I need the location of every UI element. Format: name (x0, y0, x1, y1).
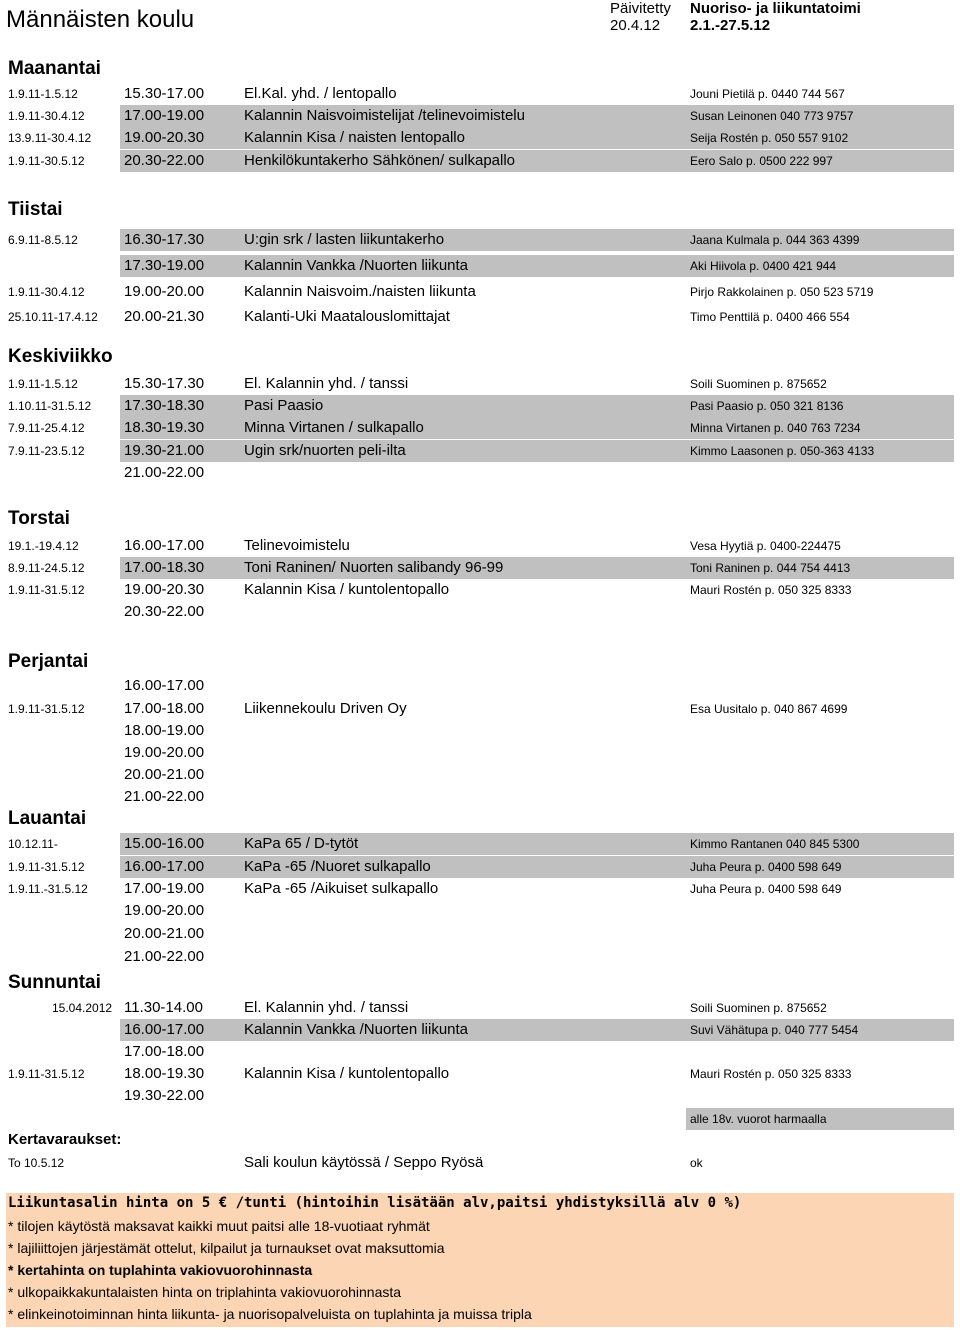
row-contact: Kimmo Laasonen p. 050-363 4133 (690, 444, 875, 458)
table-row (0, 742, 960, 764)
table-row (0, 946, 960, 968)
row-contact: Kimmo Rantanen 040 845 5300 (690, 837, 860, 851)
row-time: 15.30-17.30 (124, 375, 205, 392)
row-contact: Juha Peura p. 0400 598 649 (690, 860, 842, 874)
row-time: 19.00-20.00 (124, 283, 205, 300)
row-date: 1.10.11-31.5.12 (8, 399, 92, 413)
kertavaraukset-label: Kertavaraukset: (8, 1131, 122, 1148)
row-date: 7.9.11-25.4.12 (8, 421, 85, 435)
table-row (0, 557, 960, 579)
row-activity: El. Kalannin yhd. / tanssi (244, 375, 409, 392)
table-row (0, 675, 960, 697)
row-activity: Liikennekoulu Driven Oy (244, 700, 407, 717)
table-row (0, 878, 960, 900)
row-activity: Kalannin Naisvoimistelijat /telinevoimistelu (244, 107, 525, 124)
row-activity: Telinevoimistelu (244, 537, 350, 554)
row-contact: Mauri Rostén p. 050 325 8333 (690, 583, 852, 597)
row-time: 18.00-19.30 (124, 1065, 205, 1082)
row-time: 16.00-17.00 (124, 858, 205, 875)
row-date: 1.9.11-30.4.12 (8, 285, 85, 299)
row-time: 16.00-17.00 (124, 537, 205, 554)
table-row (0, 833, 960, 855)
pricing-note: * kertahinta on tuplahinta vakiovuorohinnasta (8, 1262, 313, 1278)
pricing-note: * lajiliittojen järjestämät ottelut, kilpailut ja turnaukset ovat maksuttomia (8, 1240, 445, 1256)
row-time: 19.00-20.30 (124, 581, 205, 598)
table-row (0, 395, 960, 417)
row-activity: KaPa -65 /Aikuiset sulkapallo (244, 880, 439, 897)
kertavaraus-row (0, 1152, 960, 1174)
row-date: 10.12.11- (8, 837, 58, 851)
row-time: 20.30-22.00 (124, 603, 205, 620)
legend-note: alle 18v. vuorot harmaalla (690, 1112, 827, 1126)
table-row (0, 579, 960, 601)
row-contact: Pasi Paasio p. 050 321 8136 (690, 399, 844, 413)
row-time: 17.00-18.30 (124, 559, 205, 576)
table-row (0, 1063, 960, 1085)
row-activity: KaPa 65 / D-tytöt (244, 835, 359, 852)
row-contact: Suvi Vähätupa p. 040 777 5454 (690, 1023, 859, 1037)
row-contact: Juha Peura p. 0400 598 649 (690, 882, 842, 896)
org-name: Nuoriso- ja liikuntatoimi (690, 0, 861, 17)
row-date: 25.10.11-17.4.12 (8, 310, 98, 324)
row-contact: Minna Virtanen p. 040 763 7234 (690, 421, 861, 435)
row-time: 16.30-17.30 (124, 231, 205, 248)
row-date: 13.9.11-30.4.12 (8, 131, 92, 145)
table-row (0, 698, 960, 720)
table-row (0, 229, 960, 251)
table-row (0, 720, 960, 742)
legend-row (0, 1108, 960, 1130)
row-contact: Susan Leinonen 040 773 9757 (690, 109, 854, 123)
table-row (0, 417, 960, 439)
row-time: 19.00-20.00 (124, 902, 205, 919)
table-row (0, 1085, 960, 1107)
table-row (0, 462, 960, 484)
row-date: 1.9.11-31.5.12 (8, 860, 85, 874)
row-date: 6.9.11-8.5.12 (8, 233, 78, 247)
table-row (0, 150, 960, 172)
day-heading-wednesday: Keskiviikko (8, 346, 113, 367)
pricing-note: Liikuntasalin hinta on 5 € /tunti (hintoihin lisätään alv,paitsi yhdistyksillä alv 0 %) (8, 1195, 742, 1211)
day-heading-monday: Maanantai (8, 58, 101, 79)
day-heading-thursday: Torstai (8, 508, 70, 529)
row-activity: Pasi Paasio (244, 397, 324, 414)
table-row (0, 281, 960, 303)
table-row (0, 373, 960, 395)
row-activity: El.Kal. yhd. / lentopallo (244, 85, 397, 102)
kertavaraus-activity: Sali koulun käytössä / Seppo Ryösä (244, 1154, 484, 1171)
row-time: 19.00-20.30 (124, 129, 205, 146)
row-activity: KaPa -65 /Nuoret sulkapallo (244, 858, 431, 875)
row-date: 7.9.11-23.5.12 (8, 444, 85, 458)
table-row (0, 105, 960, 127)
row-time: 17.30-19.00 (124, 257, 205, 274)
updated-label: Päivitetty (610, 0, 671, 17)
pricing-note: * elinkeinotoiminnan hinta liikunta- ja nuorisopalveluista on tuplahinta ja muissa tripla (8, 1306, 532, 1322)
table-row (0, 535, 960, 557)
row-activity: Kalannin Naisvoim./naisten liikunta (244, 283, 476, 300)
row-date: 1.9.11-31.5.12 (8, 702, 85, 716)
pricing-note: * tilojen käytöstä maksavat kaikki muut paitsi alle 18-vuotiaat ryhmät (8, 1218, 430, 1234)
updated-info (610, 0, 671, 34)
row-contact: Soili Suominen p. 875652 (690, 1001, 827, 1015)
row-contact: Eero Salo p. 0500 222 997 (690, 154, 833, 168)
table-row (0, 856, 960, 878)
row-time: 21.00-22.00 (124, 948, 205, 965)
table-row (0, 601, 960, 623)
row-contact: Timo Penttilä p. 0400 466 554 (690, 310, 850, 324)
org-info (690, 0, 861, 34)
row-activity: Kalannin Kisa / kuntolentopallo (244, 581, 450, 598)
row-activity: Henkilökuntakerho Sähkönen/ sulkapallo (244, 152, 516, 169)
row-activity: Kalannin Vankka /Nuorten liikunta (244, 1021, 469, 1038)
row-time: 19.00-20.00 (124, 744, 205, 761)
kertavaraus-status: ok (690, 1156, 703, 1170)
row-activity: Kalannin Vankka /Nuorten liikunta (244, 257, 469, 274)
row-time: 17.00-18.00 (124, 1043, 205, 1060)
schedule-period: 2.1.-27.5.12 (690, 17, 771, 34)
row-time: 20.00-21.00 (124, 766, 205, 783)
table-row (0, 127, 960, 149)
table-row (0, 83, 960, 105)
table-row (0, 1041, 960, 1063)
row-time: 20.00-21.00 (124, 925, 205, 942)
row-contact: Jaana Kulmala p. 044 363 4399 (690, 233, 860, 247)
row-activity: U:gin srk / lasten liikuntakerho (244, 231, 445, 248)
row-time: 15.00-16.00 (124, 835, 205, 852)
table-row (0, 306, 960, 328)
page-title: Männäisten koulu (6, 6, 195, 33)
row-time: 19.30-21.00 (124, 442, 205, 459)
table-row (0, 1019, 960, 1041)
row-contact: Jouni Pietilä p. 0440 744 567 (690, 87, 845, 101)
table-row (0, 440, 960, 462)
row-contact: Soili Suominen p. 875652 (690, 377, 827, 391)
pricing-note: * ulkopaikkakuntalaisten hinta on triplahinta vakiovuorohinnasta (8, 1284, 402, 1300)
row-activity: Toni Raninen/ Nuorten salibandy 96-99 (244, 559, 504, 576)
day-heading-friday: Perjantai (8, 651, 89, 672)
row-date: 1.9.11-31.5.12 (8, 1067, 85, 1081)
row-contact: Toni Raninen p. 044 754 4413 (690, 561, 851, 575)
row-date: 1.9.11-30.5.12 (8, 154, 85, 168)
row-time: 17.00-19.00 (124, 107, 205, 124)
row-time: 16.00-17.00 (124, 1021, 205, 1038)
row-activity: Minna Virtanen / sulkapallo (244, 419, 424, 436)
row-time: 15.30-17.00 (124, 85, 205, 102)
table-row (0, 900, 960, 922)
row-date: 15.04.2012 (52, 1001, 113, 1015)
row-date: 1.9.11.-31.5.12 (8, 882, 88, 896)
row-activity: El. Kalannin yhd. / tanssi (244, 999, 409, 1016)
row-contact: Aki Hiivola p. 0400 421 944 (690, 259, 837, 273)
row-time: 17.00-19.00 (124, 880, 205, 897)
row-time: 20.00-21.30 (124, 308, 205, 325)
row-time: 18.00-19.00 (124, 722, 205, 739)
row-contact: Vesa Hyytiä p. 0400-224475 (690, 539, 841, 553)
row-date: 8.9.11-24.5.12 (8, 561, 85, 575)
table-row (0, 923, 960, 945)
row-contact: Esa Uusitalo p. 040 867 4699 (690, 702, 848, 716)
row-activity: Ugin srk/nuorten peli-ilta (244, 442, 406, 459)
row-contact: Seija Rostén p. 050 557 9102 (690, 131, 849, 145)
row-date: 1.9.11-1.5.12 (8, 377, 78, 391)
row-time: 17.30-18.30 (124, 397, 205, 414)
row-time: 19.30-22.00 (124, 1087, 205, 1104)
row-date: 1.9.11-1.5.12 (8, 87, 78, 101)
table-row (0, 786, 960, 808)
row-date: 1.9.11-31.5.12 (8, 583, 85, 597)
row-date: 19.1.-19.4.12 (8, 539, 79, 553)
day-heading-saturday: Lauantai (8, 808, 87, 829)
row-time: 20.30-22.00 (124, 152, 205, 169)
row-activity: Kalanti-Uki Maatalouslomittajat (244, 308, 450, 325)
table-row (0, 255, 960, 277)
day-heading-sunday: Sunnuntai (8, 972, 101, 993)
kertavaraus-date: To 10.5.12 (8, 1156, 65, 1170)
row-time: 16.00-17.00 (124, 677, 205, 694)
row-time: 17.00-18.00 (124, 700, 205, 717)
updated-date: 20.4.12 (610, 17, 661, 34)
row-date: 1.9.11-30.4.12 (8, 109, 85, 123)
row-contact: Mauri Rostén p. 050 325 8333 (690, 1067, 852, 1081)
row-time: 11.30-14.00 (124, 999, 203, 1016)
table-row (0, 764, 960, 786)
row-time: 21.00-22.00 (124, 788, 205, 805)
row-time: 18.30-19.30 (124, 419, 205, 436)
row-activity: Kalannin Kisa / naisten lentopallo (244, 129, 465, 146)
pricing-notes (6, 1193, 954, 1327)
day-heading-tuesday: Tiistai (8, 199, 63, 220)
table-row (0, 997, 960, 1019)
row-contact: Pirjo Rakkolainen p. 050 523 5719 (690, 285, 874, 299)
row-activity: Kalannin Kisa / kuntolentopallo (244, 1065, 450, 1082)
row-time: 21.00-22.00 (124, 464, 205, 481)
